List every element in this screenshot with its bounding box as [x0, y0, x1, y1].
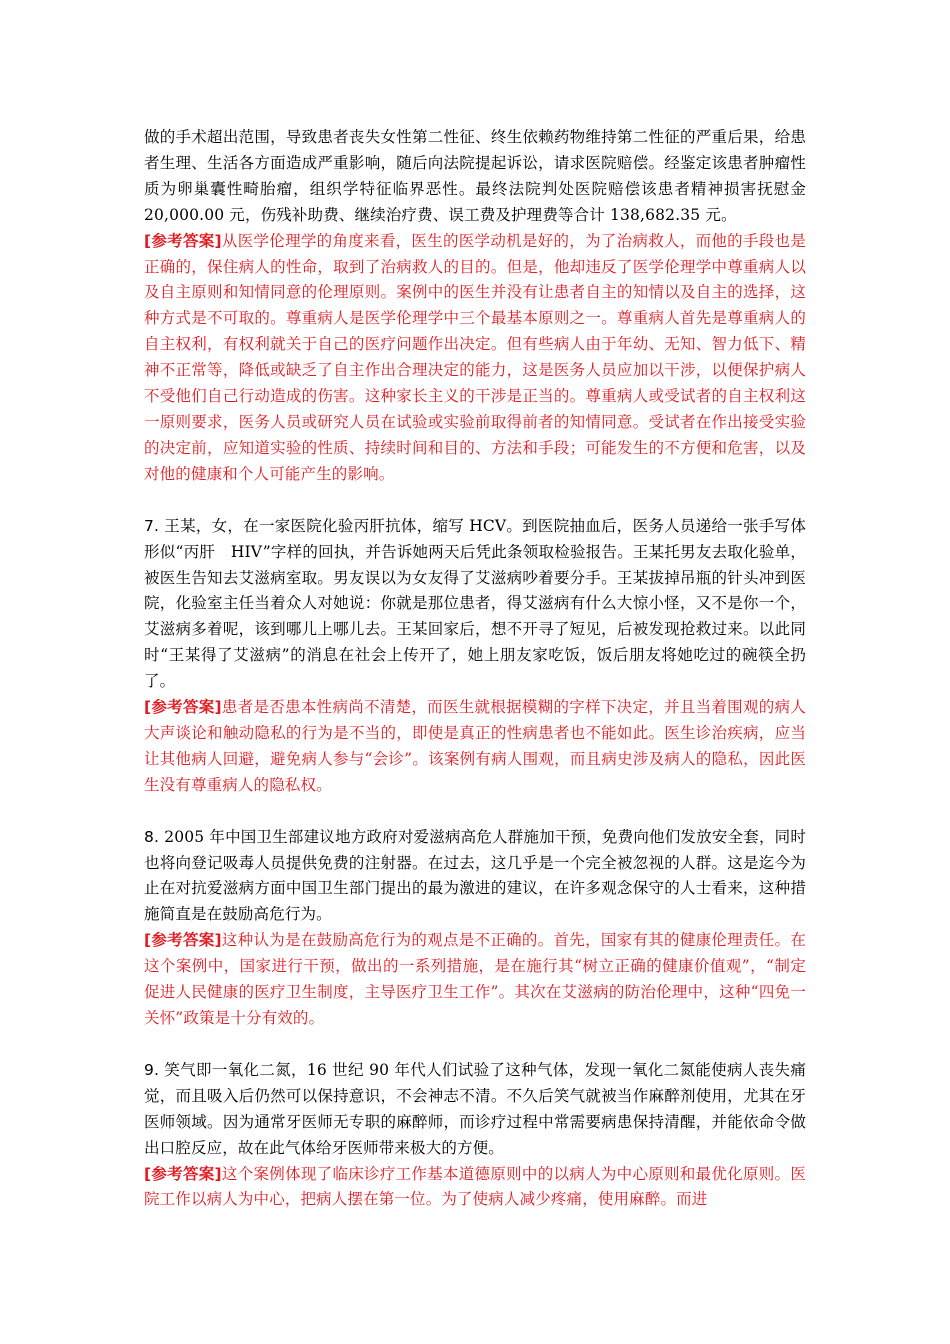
answer-label: [参考答案] [144, 698, 222, 717]
answer-text: 这个案例体现了临床诊疗工作基本道德原则中的以病人为中心原则和最优化原则。医院工作以病人为中心，把病人摆在第一位。为了使病人减少疼痛，使用麻醉。而进 [144, 1164, 806, 1209]
answer-text: 从医学伦理学的角度来看，医生的医学动机是好的，为了治病救人，而他的手段也是正确的，保住病人的性命，取到了治病救人的目的。但是，他却违反了医学伦理学中尊重病人以及自主原则和知情同意的伦理原则。案例中的医生并没有让患者自主的知情以及自主的选择，这种方式是不可取的。尊重病人是医学伦理学中三个最基本原则之一。尊重病人首先是尊重病人的自主权利，有权利就关于自己的医疗问题作出决定。但有些病人由于年幼、无知、智力低下、精神不正常等，降低或缺乏了自主作出合理决定的能力，这是医务人员应加以干涉，以便保护病人不受他们自己行动造成的伤害。这种家长主义的干涉是正当的。尊重病人或受试者的自主权利这一原则要求，医务人员或研究人员在试验或实验前取得前者的知情同意。受试者在作出接受实验的决定前，应知道实验的性质、持续时间和目的、方法和手段；可能发生的不方便和危害，以及对他的健康和个人可能产生的影响。 [144, 231, 806, 483]
case-8-answer [144, 928, 806, 1032]
spacer [144, 488, 806, 514]
answer-label: [参考答案] [144, 1164, 222, 1183]
spacer [144, 799, 806, 825]
answer-label: [参考答案] [144, 231, 222, 250]
case-text: 王某，女，在一家医院化验丙肝抗体，缩写 HCV。到医院抽血后，医务人员递给一张手写体形似“丙肝 HIV”字样的回执，并告诉她两天后凭此条领取检验报告。王某托男友去取化验单，被医生告知去艾滋病室取。男友误以为女友得了艾滋病吵着要分手。王某拔掉吊瓶的针头冲到医院，化验室主任当着众人对她说：你就是那位患者，得艾滋病有什么大惊小怪，又不是你一个，艾滋病多着呢，该到哪儿上哪儿去。王某回家后，想不开寻了短见，后被发现抢救过来。以此同时“王某得了艾滋病”的消息在社会上传开了，她上朋友家吃饭，饭后朋友将她吃过的碗筷全扔了。 [144, 516, 806, 691]
document-page [144, 125, 806, 1213]
intro-answer [144, 229, 806, 488]
spacer [144, 1032, 806, 1058]
case-text: 笑气即一氧化二氮，16 世纪 90 年代人们试验了这种气体，发现一氧化二氮能使病人丧失痛觉，而且吸入后仍然可以保持意识，不会神志不清。不久后笑气就被当作麻醉剂使用，尤其在牙医师领域。因为通常牙医师无专职的麻醉师，而诊疗过程中常需要病患保持清醒，并能依命令做出口腔反应，故在此气体给牙医师带来极大的方便。 [144, 1060, 806, 1157]
intro-paragraph: 做的手术超出范围，导致患者丧失女性第二性征、终生依赖药物维持第二性征的严重后果，给患者生理、生活各方面造成严重影响，随后向法院提起诉讼，请求医院赔偿。经鉴定该患者肿瘤性质为卵巢囊性畸胎瘤，组织学特征临界恶性。最终法院判处医院赔偿该患者精神损害抚慰金 20,000.00 元，伤残补助费、继续治疗费、误工费及护理费等合计 138,682.35 元。 [144, 128, 806, 224]
case-number: 8. [144, 827, 160, 846]
case-7-answer [144, 695, 806, 799]
answer-text: 这种认为是在鼓励高危行为的观点是不正确的。首先，国家有其的健康伦理责任。在这个案例中，国家进行干预，做出的一系列措施，是在施行其“树立正确的健康价值观”，“制定促进人民健康的医疗卫生制度，主导医疗卫生工作”。其次在艾滋病的防治伦理中，这种“四免一关怀”政策是十分有效的。 [144, 931, 806, 1027]
case-7 [144, 514, 806, 695]
case-number: 7. [144, 516, 160, 535]
case-8 [144, 825, 806, 929]
answer-text: 患者是否患本性病尚不清楚，而医生就根据模糊的字样下决定，并且当着围观的病人大声谈论和触动隐私的行为是不当的，即使是真正的性病患者也不能如此。医生诊治疾病，应当让其他病人回避，避免病人参与“会诊”。该案例有病人围观，而且病史涉及病人的隐私，因此医生没有尊重病人的隐私权。 [144, 698, 806, 794]
answer-label: [参考答案] [144, 931, 222, 950]
case-text: 2005 年中国卫生部建议地方政府对爱滋病高危人群施加干预，免费向他们发放安全套，同时也将向登记吸毒人员提供免费的注射器。在过去，这几乎是一个完全被忽视的人群。这是迄今为止在对抗爱滋病方面中国卫生部门提出的最为激进的建议，在许多观念保守的人士看来，这种措施简直是在鼓励高危行为。 [144, 827, 806, 924]
case-number: 9. [144, 1060, 160, 1079]
case-9-answer [144, 1162, 806, 1214]
case-9 [144, 1058, 806, 1162]
